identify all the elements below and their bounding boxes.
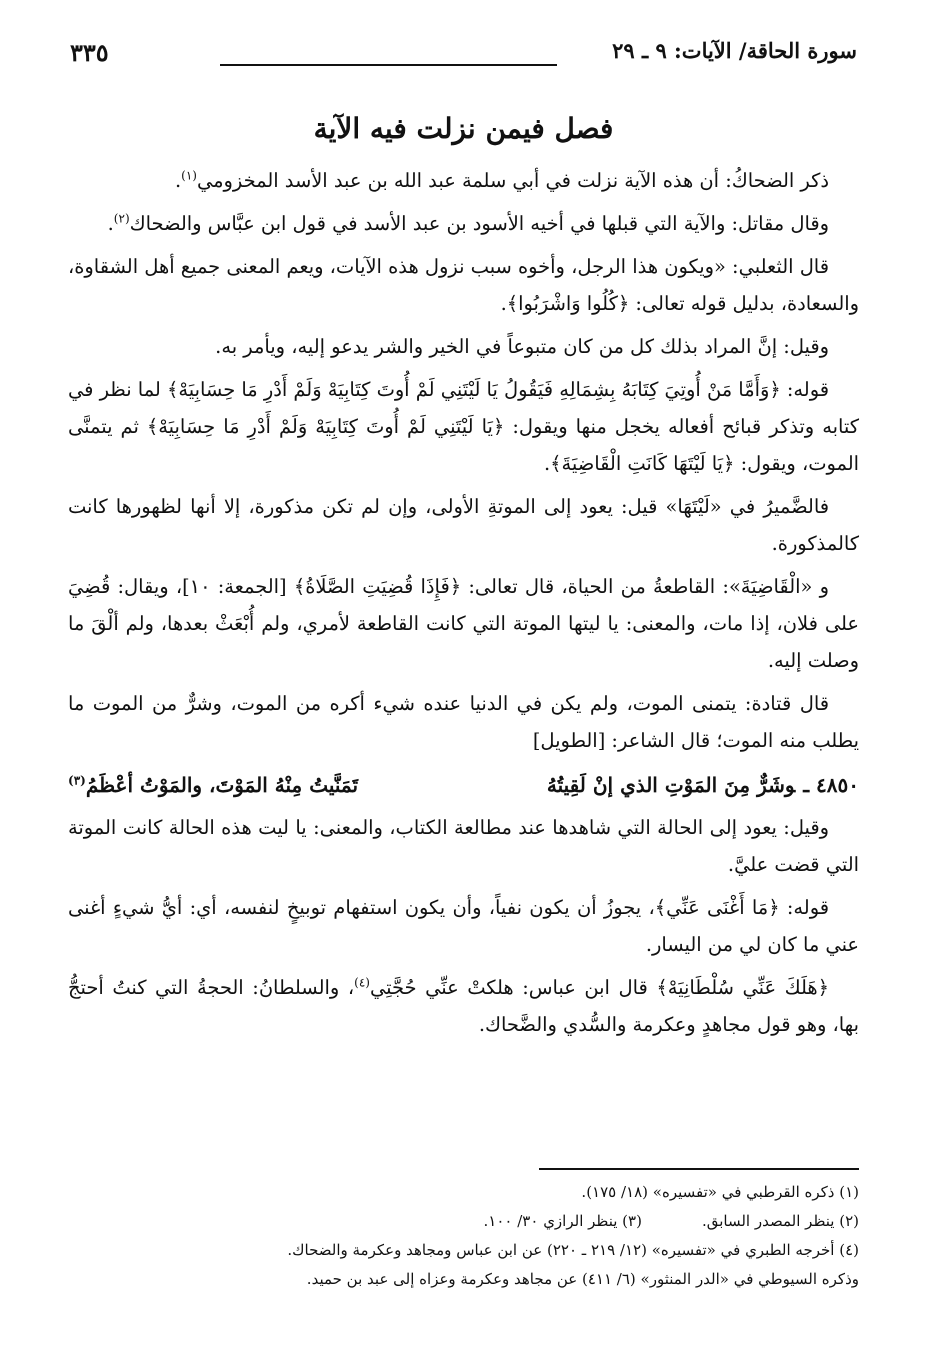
paragraph-9: وقيل: يعود إلى الحالة التي شاهدها عند مطالعة الكتاب، والمعنى: يا ليت هذه الحالة كانت الموتة التي قضت عليَّ.	[68, 816, 859, 876]
quran-quote: ﴿كُلُوا وَاشْرَبُوا﴾	[506, 292, 630, 315]
poem-number: ٤٨٥٠ ـ	[803, 773, 859, 797]
footnote-3: (٣) ينظر الرازي ٣٠/ ١٠٠.	[483, 1212, 642, 1230]
paragraph-6: فالضَّميرُ في «لَيْتَهَا» قيل: يعود إلى الموتةِ الأولى، وإن لم تكن مذكورة، إلا أنها لظهورها كانت كالمذكورة.	[68, 495, 859, 555]
header-surah-title: سورة الحاقة/ الآيات: ٩ ـ ٢٩	[612, 38, 857, 63]
paragraph-5-text: لما نظر في كتابه وتذكر قبائح أفعاله يخجل منها ويقول:	[68, 378, 859, 438]
paragraph-10	[68, 889, 859, 963]
paragraph-2	[68, 205, 859, 242]
footnote-row	[68, 1207, 859, 1236]
poem-hemistich-2	[68, 765, 358, 805]
footnote-1: (١) ذكره القرطبي في «تفسيره» (١٨/ ١٧٥).	[581, 1183, 859, 1201]
paragraph-3-end: .	[500, 292, 507, 315]
page-number: ٣٣٥	[70, 38, 109, 67]
body-text	[68, 162, 859, 1049]
footnote-4-continuation: وذكره السيوطي في «الدر المنثور» (٦/ ٤١١) عن مجاهد وعكرمة وعزاه إلى عبد بن حميد.	[306, 1270, 859, 1288]
paragraph-2-text: وقال مقاتل: والآية التي قبلها في أخيه الأسود بن عبد الأسد في قول ابن عبَّاس والضحاك	[129, 212, 829, 235]
footnote-2: (٢) ينظر المصدر السابق.	[701, 1212, 859, 1230]
quran-quote: ﴿وَأَمَّا مَنْ أُوتِيَ كِتَابَهُ بِشِمَالِهِ فَيَقُولُ يَا لَيْتَنِي لَمْ أُوتَ كِتَابِيَهْ وَلَمْ أَدْرِ مَا حِسَابِيَهْ﴾	[167, 378, 781, 401]
quran-quote: ﴿هَلَكَ عَنِّي سُلْطَانِيَهْ﴾	[656, 976, 830, 999]
poem-hemistich-1-text: وشَرٌّ مِنَ المَوْتِ الذي إنْ لَقِيتُهُ	[546, 773, 796, 797]
paragraph-3	[68, 248, 859, 322]
running-header	[70, 38, 857, 72]
footnote-ref-3: (٣)	[68, 773, 86, 788]
poem-hemistich-1	[547, 765, 859, 805]
footnote-separator	[539, 1168, 859, 1170]
paragraph-4: وقيل: إنَّ المراد بذلك كل من كان متبوعاً في الخير والشر يدعو إليه، ويأمر به.	[215, 335, 829, 358]
footnote-ref-1: (١)	[181, 168, 197, 183]
footnotes	[68, 1178, 859, 1294]
paragraph-1-text: ذكر الضحاكُ: أن هذه الآية نزلت في أبي سلمة عبد الله بن عبد الأسد المخزومي	[196, 169, 829, 192]
quran-quote: ﴿يَا لَيْتَنِي لَمْ أُوتَ كِتَابِيَهْ وَلَمْ أَدْرِ مَا حِسَابِيَهْ﴾	[146, 415, 505, 438]
paragraph-10-text: ، يجوزُ أن يكون نفياً، وأن يكون استفهام توبيخٍ لنفسه، أي: أيُّ شيءٍ أغنى عني ما كان لي من اليسار.	[68, 896, 859, 956]
quran-quote: ﴿مَا أَغْنَى عَنِّي﴾	[654, 896, 780, 919]
poem-hemistich-2-text: تَمَنَّيتُ مِنْهُ المَوْتَ، والمَوْتُ أعْظَمُ	[85, 773, 359, 797]
footnote-ref-4: (٤)	[354, 975, 370, 990]
paragraph-7-text: و «الْقَاضِيَةَ»: القاطعةُ من الحياة، قال تعالى:	[461, 575, 829, 598]
paragraph-11	[68, 969, 859, 1043]
quran-quote: ﴿فَإِذَا قُضِيَتِ الصَّلَاةُ﴾	[293, 575, 462, 598]
paragraph-10-text: قوله:	[779, 896, 829, 919]
header-rule	[220, 64, 557, 66]
paragraph-5-text: ثم يتمنَّى الموت، ويقول:	[68, 415, 859, 475]
paragraph-8: قال قتادة: يتمنى الموت، ولم يكن في الدنيا عنده شيء أكره من الموت، وشرٌّ من الموت ما يطلب منه الموت؛ قال الشاعر: [الطويل]	[68, 692, 859, 752]
paragraph-3-text: قال الثعلبي: «ويكون هذا الرجل، وأخوه سبب نزول هذه الآيات، ويعم المعنى جميع أهل الشقاوة، والسعادة، بدليل قوله تعالى:	[68, 255, 859, 315]
paragraph-2-end: .	[107, 212, 114, 235]
poem-verse	[68, 765, 859, 805]
paragraph-7	[68, 568, 859, 679]
paragraph-11-text: قال ابن عباس: هلكتْ عنِّي حُجَّتِي	[369, 976, 657, 999]
paragraph-1	[68, 162, 859, 199]
paragraph-5	[68, 371, 859, 482]
paragraph-5-end: .	[543, 452, 551, 475]
paragraph-7-text: [الجمعة: ١٠]، ويقال: قُضِيَ على فلان، إذا مات، والمعنى: يا ليتها الموتة التي كانت القاطعة لأمري، ولم أُبْعَثْ بعدها، ولم ألْقَ ما وصلت إليه.	[68, 575, 859, 672]
footnote-4: (٤) أخرجه الطبري في «تفسيره» (١٢/ ٢١٩ ـ ٢٢٠) عن ابن عباس ومجاهد وعكرمة والضحاك.	[287, 1241, 859, 1259]
paragraph-5-text: قوله:	[780, 378, 830, 401]
paragraph-1-end: .	[174, 169, 182, 192]
paragraph-11-text: ، والسلطانُ: الحجةُ التي كنتُ أحتجُّ بها، وهو قول مجاهدٍ وعكرمة والسُّدي والضَّحاك.	[68, 976, 859, 1036]
section-title: فصل فيمن نزلت فيه الآية	[313, 112, 614, 145]
quran-quote: ﴿يَا لَيْتَهَا كَانَتِ الْقَاضِيَةَ﴾	[550, 452, 735, 475]
footnote-ref-2: (٢)	[113, 211, 130, 226]
